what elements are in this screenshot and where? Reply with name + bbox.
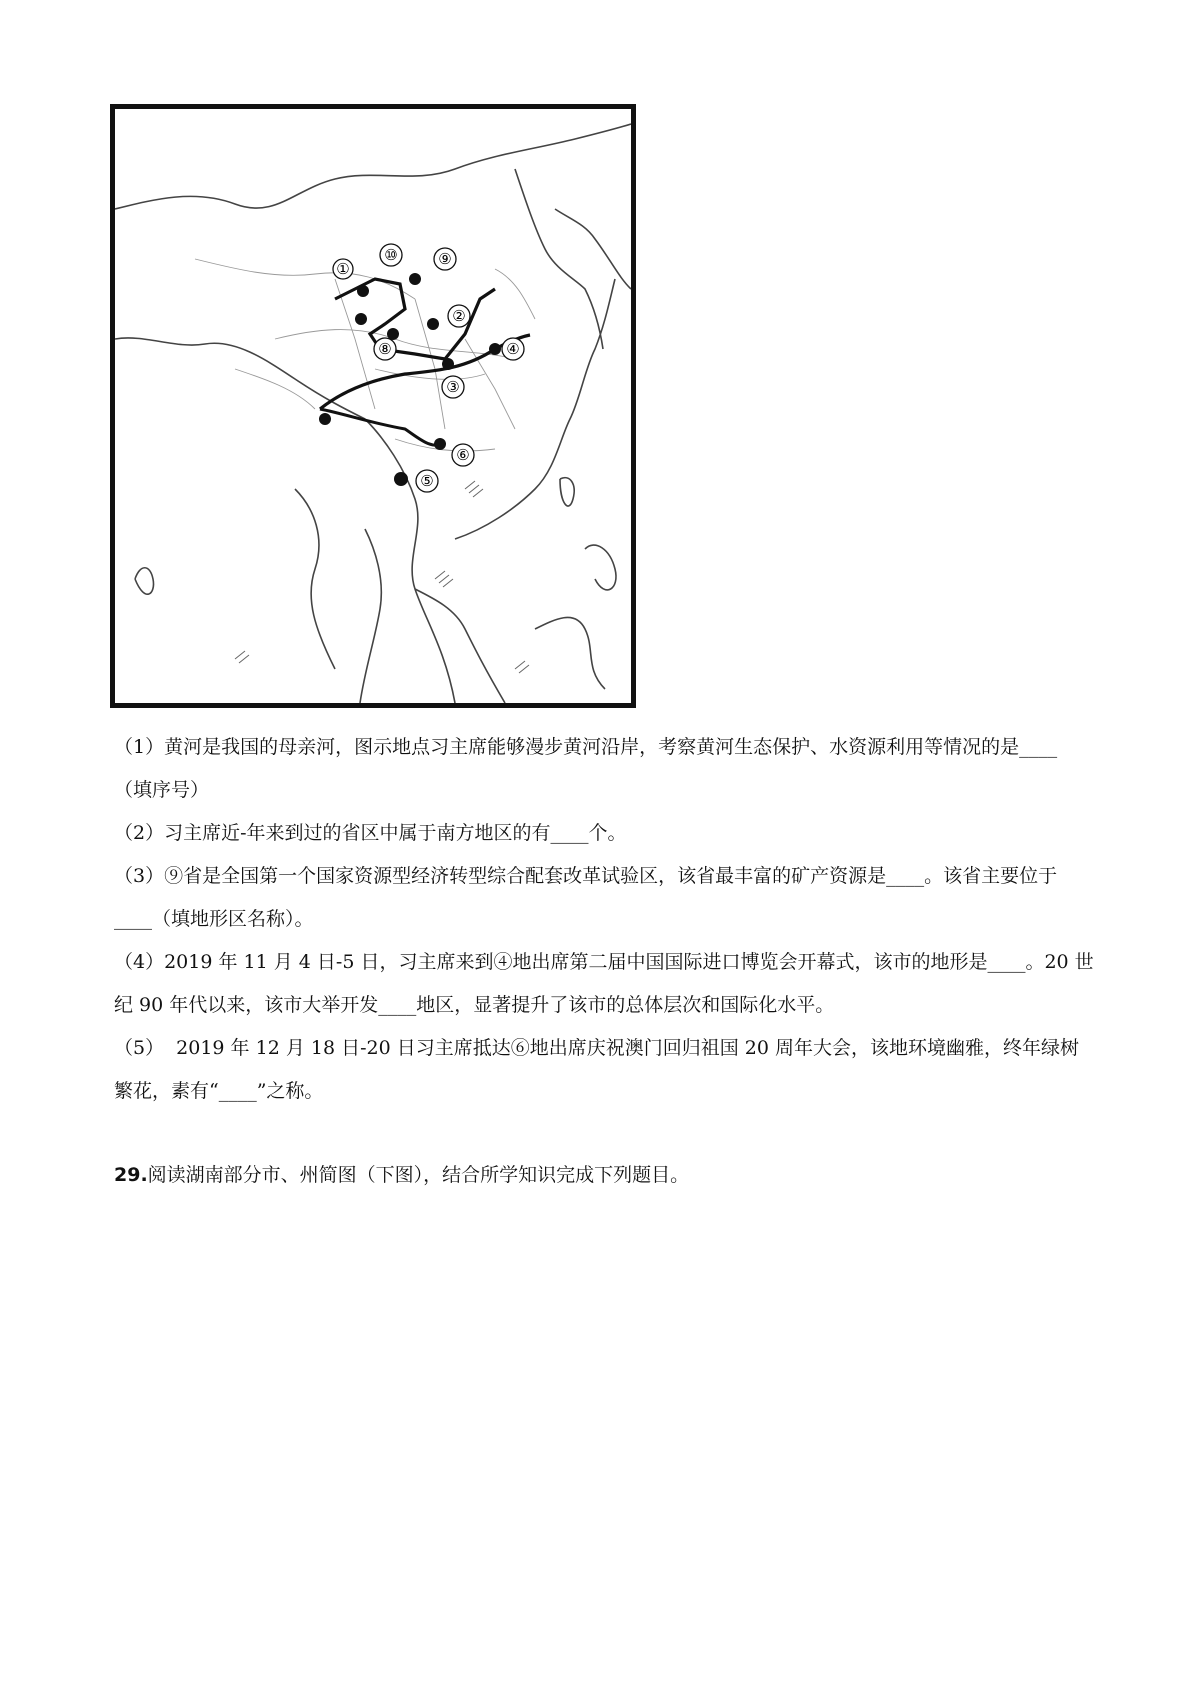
question-1: （1）黄河是我国的母亲河，图示地点习主席能够漫步黄河沿岸，考察黄河生态保护、水资源利用等情况的是____（填序号） [114, 736, 1058, 801]
svg-text:⑤: ⑤ [420, 472, 434, 490]
svg-text:⑩: ⑩ [384, 246, 398, 264]
svg-text:③: ③ [446, 378, 460, 396]
svg-text:⑥: ⑥ [456, 446, 470, 464]
question-5: （5） 2019 年 12 月 18 日-20 日习主席抵达⑥地出席庆祝澳门回归祖国 20 周年大会，该地环境幽雅，终年绿树繁花，素有“____”之称。 [114, 1037, 1079, 1102]
svg-text:①: ① [336, 260, 350, 278]
marker-6 [452, 444, 474, 466]
marker-labels [333, 244, 524, 492]
map-outlines [115, 124, 631, 703]
hatching-marks [235, 481, 529, 673]
question-2: （2）习主席近-年来到过的省区中属于南方地区的有____个。 [114, 822, 627, 844]
map-svg [115, 109, 631, 703]
marker-10 [380, 244, 402, 266]
marker-5 [416, 470, 438, 492]
svg-text:④: ④ [506, 340, 520, 358]
marker-3 [442, 376, 464, 398]
question-number: 29. [114, 1164, 148, 1186]
marker-8 [374, 338, 396, 360]
sub-questions [114, 726, 1094, 1113]
marker-1 [333, 259, 353, 279]
map-figure [110, 104, 636, 708]
marker-2 [448, 305, 470, 327]
question-4: （4）2019 年 11 月 4 日-5 日，习主席来到④地出席第二届中国国际进口博览会开幕式，该市的地形是____。20 世纪 90 年代以来，该市大举开发____地区，显著提升了该市的总体层次和国际化水平。 [114, 951, 1094, 1016]
question-3: （3）⑨省是全国第一个国家资源型经济转型综合配套改革试验区，该省最丰富的矿产资源是____。该省主要位于____（填地形区名称）。 [114, 865, 1058, 930]
marker-4 [502, 338, 524, 360]
svg-text:⑧: ⑧ [378, 340, 392, 358]
question-29-text: 阅读湖南部分市、州简图（下图），结合所学知识完成下列题目。 [147, 1164, 690, 1186]
question-29 [114, 1154, 1094, 1197]
svg-text:⑨: ⑨ [438, 250, 452, 268]
marker-9 [434, 248, 456, 270]
svg-text:②: ② [452, 307, 466, 325]
